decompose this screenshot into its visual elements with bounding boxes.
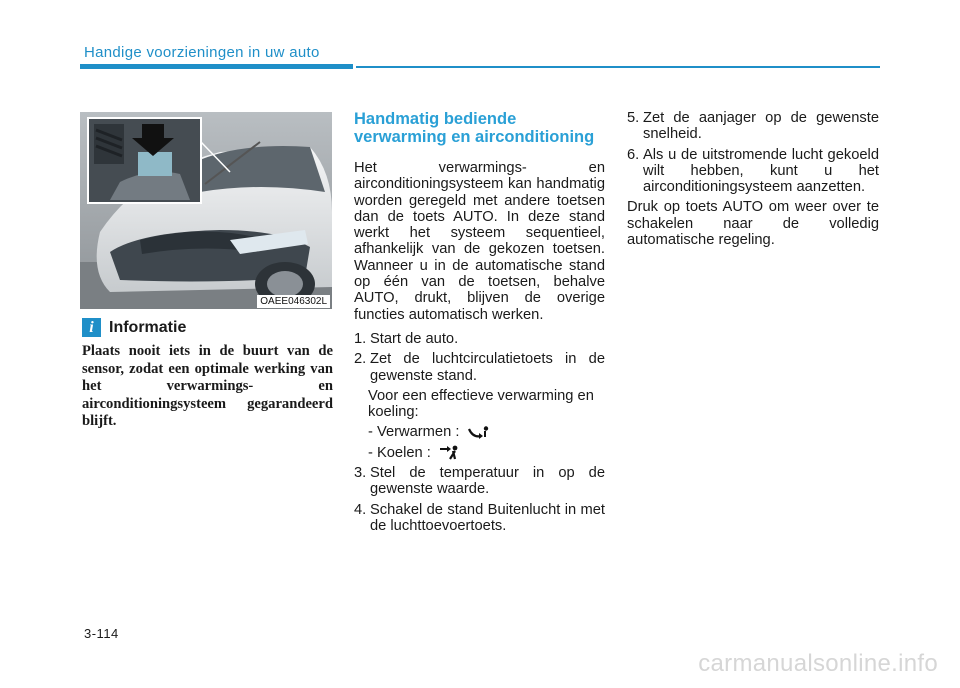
step-number: 6. xyxy=(627,146,640,163)
step-2 xyxy=(354,351,605,384)
car-photo-graphic xyxy=(80,112,332,309)
step-3 xyxy=(354,465,605,498)
mode-heat xyxy=(354,424,605,440)
step-6 xyxy=(627,147,879,196)
section-column-left xyxy=(354,110,605,538)
header-rule-thick xyxy=(80,64,353,69)
watermark: carmanualsonline.info xyxy=(698,650,938,677)
step-number: 2. xyxy=(354,351,367,368)
face-airflow-icon xyxy=(439,445,459,460)
car-illustration xyxy=(80,112,332,309)
mode-cool xyxy=(354,445,605,461)
section-outro: Druk op toets AUTO om weer over te schakelen naar de volledig automatische regeling. xyxy=(627,199,879,249)
step-4 xyxy=(354,502,605,535)
step-number: 4. xyxy=(354,501,367,518)
step-text: Schakel de stand Buitenlucht in met de luchttoevoertoets. xyxy=(370,501,605,534)
section-title: Handmatig bediende verwarming en airconditioning xyxy=(354,110,595,146)
step-number: 5. xyxy=(627,110,640,126)
step-number: 3. xyxy=(354,465,367,482)
info-icon: i xyxy=(82,318,101,337)
mode-heat-label: - Verwarmen : xyxy=(368,424,460,441)
step-text: Start de auto. xyxy=(370,330,459,347)
step-2-note: Voor een effectieve verwarming en koeling: xyxy=(368,387,594,421)
step-text: Als u de uitstromende lucht gekoeld wilt hebben, kunt u het airconditioningsysteem aanzetten. xyxy=(643,146,879,196)
section-intro: Het verwarmings- en airconditioningsysteem kan handmatig worden geregeld met andere toetsen dan de toets AUTO. In deze stand werkt het systeem sequentieel, afhankelijk van de gekozen toetsen. Wanneer u in de automatische stand op één van de toetsen, behalve AUTO, drukt, blijven de overige functies automatisch werken. xyxy=(354,160,605,323)
step-text: Zet de luchtcirculatietoets in de gewenste stand. xyxy=(370,351,605,384)
info-title: Informatie xyxy=(109,318,187,336)
info-heading xyxy=(82,318,186,337)
page-number: 3-114 xyxy=(84,626,119,641)
figure-code: OAEE046302L xyxy=(257,295,330,308)
header-rule-thin xyxy=(356,66,880,68)
floor-airflow-icon xyxy=(467,426,489,440)
running-header: Handige voorzieningen in uw auto xyxy=(84,44,320,61)
section-column-right xyxy=(627,110,879,256)
step-number: 1. xyxy=(354,330,367,347)
step-text: Zet de aanjager op de gewenste snelheid. xyxy=(643,110,879,143)
step-1 xyxy=(354,331,605,347)
info-text: Plaats nooit iets in de buurt van de sensor, zodat een optimale werking van het verwarmings- en airconditioningsysteem gegarandeerd blijft. xyxy=(82,343,333,429)
mode-cool-label: - Koelen : xyxy=(368,444,431,461)
step-text: Stel de temperatuur in op de gewenste waarde. xyxy=(370,465,605,498)
step-5 xyxy=(627,110,879,143)
